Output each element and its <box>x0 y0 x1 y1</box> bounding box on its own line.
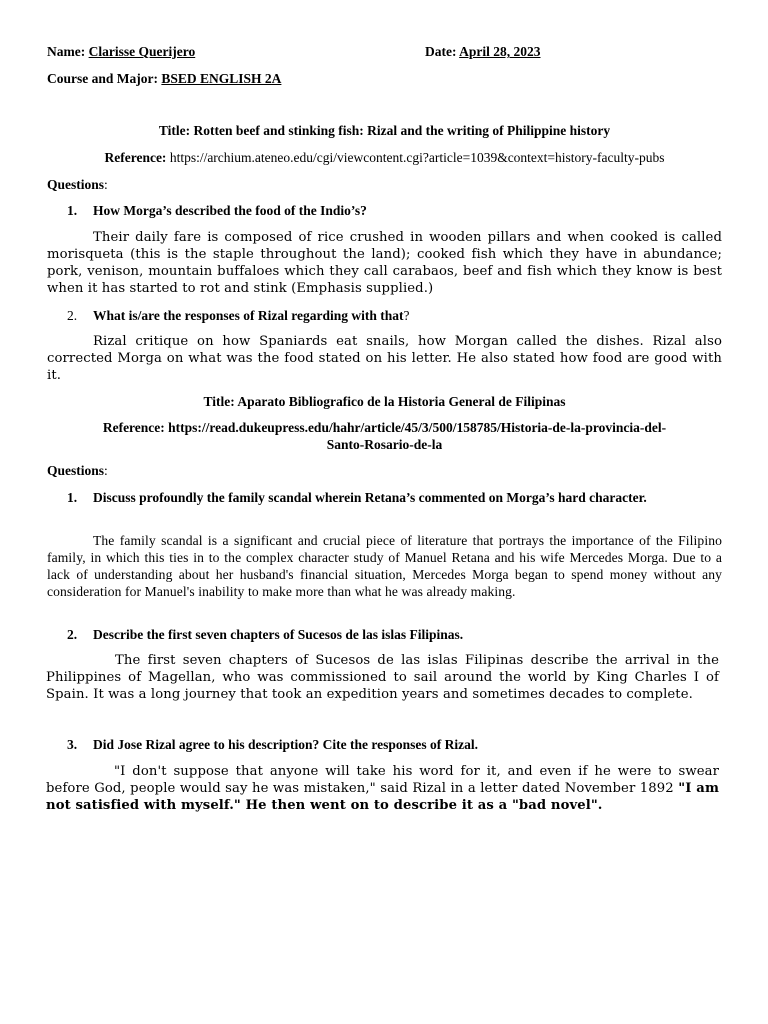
section1-reference <box>47 150 722 166</box>
section1-title: Title: Rotten beef and stinking fish: Rizal and the writing of Philippine history <box>158 123 611 138</box>
answer-bold-quote: "I am not satisfied with myself." He then went on to describe it as a "bad novel". <box>46 781 719 813</box>
question-number: 3. <box>67 737 78 752</box>
section1-answer-2: Rizal critique on how Spaniards eat snails, how Morgan called the dishes. Rizal also corrected Morga on what was the food stated on his letter. He also stated how food are good with it. <box>47 334 722 383</box>
question-text: Describe the first seven chapters of Sucesos de las islas Filipinas. <box>93 627 464 642</box>
section2-reference-line2: Santo-Rosario-de-la <box>326 437 443 452</box>
questions-label: Questions <box>47 177 105 192</box>
question-suffix: ? <box>403 308 410 323</box>
question-number: 1. <box>67 203 78 218</box>
name-label: Name: <box>47 44 86 59</box>
date-value: April 28, 2023 <box>459 44 541 59</box>
section2-questions-heading: Questions: <box>47 463 108 478</box>
section2-reference-line1: Reference: https://read.dukeupress.edu/hahr/article/45/3/500/158785/Historia-de-la-provincia-del- <box>102 420 667 435</box>
section2-answer-3 <box>46 763 719 814</box>
question-number: 1. <box>67 490 78 505</box>
section1-reference-url[interactable]: https://archium.ateneo.edu/cgi/viewcontent.cgi?article=1039&context=history-faculty-pubs <box>169 150 665 165</box>
date-label: Date: <box>425 44 457 59</box>
course-label: Course and Major: <box>47 71 158 86</box>
section1-answer-1: Their daily fare is composed of rice crushed in wooden pillars and when cooked is called morisqueta (this is the staple throughout the land); cooked fish which they have in abundance; pork, venison, mountain buffaloes which they call carabaos, beef and fish which they know is best when it has started to rot and stink (Emphasis supplied.) <box>47 230 722 296</box>
question-number: 2. <box>67 308 78 323</box>
section2-title: Title: Aparato Bibliografico de la Historia General de Filipinas <box>203 394 566 409</box>
date-field <box>425 44 541 60</box>
question-text: Did Jose Rizal agree to his description? Cite the responses of Rizal. <box>93 737 478 752</box>
course-value: BSED ENGLISH 2A <box>161 71 282 86</box>
course-field <box>47 71 281 87</box>
question-text: How Morga’s described the food of the Indio’s? <box>93 203 367 218</box>
answer-text: "I don't suppose that anyone will take his word for it, and even if he were to swear before God, people would say he was mistaken," said Rizal in a letter dated November 1892 <box>46 764 719 796</box>
section2-answer-1: The family scandal is a significant and crucial piece of literature that portrays the importance of the Filipino family, in which this ties in to the complex character study of Manuel Retana and his wife Mercedes Morga. Due to a lack of understanding about her husband's financial situation, Mercedes Morga began to spend money without any consideration for Manuel's inability to make more than what he was already making. <box>47 533 722 599</box>
name-field <box>47 44 195 60</box>
question-text: What is/are the responses of Rizal regarding with that <box>93 308 404 323</box>
section2-answer-2: The first seven chapters of Sucesos de las islas Filipinas describe the arrival in the Philippines of Magellan, who was commissioned to sail around the world by King Charles I of Spain. It was a long journey that took an expedition years and sometimes decades to complete. <box>46 653 719 702</box>
name-value: Clarisse Querijero <box>88 44 196 59</box>
section1-questions-heading: Questions: <box>47 177 108 192</box>
section1-reference-label: Reference: <box>104 150 167 165</box>
question-number: 2. <box>67 627 78 642</box>
questions-label: Questions <box>47 463 105 478</box>
question-text: Discuss profoundly the family scandal wherein Retana’s commented on Morga’s hard character. <box>93 490 647 505</box>
